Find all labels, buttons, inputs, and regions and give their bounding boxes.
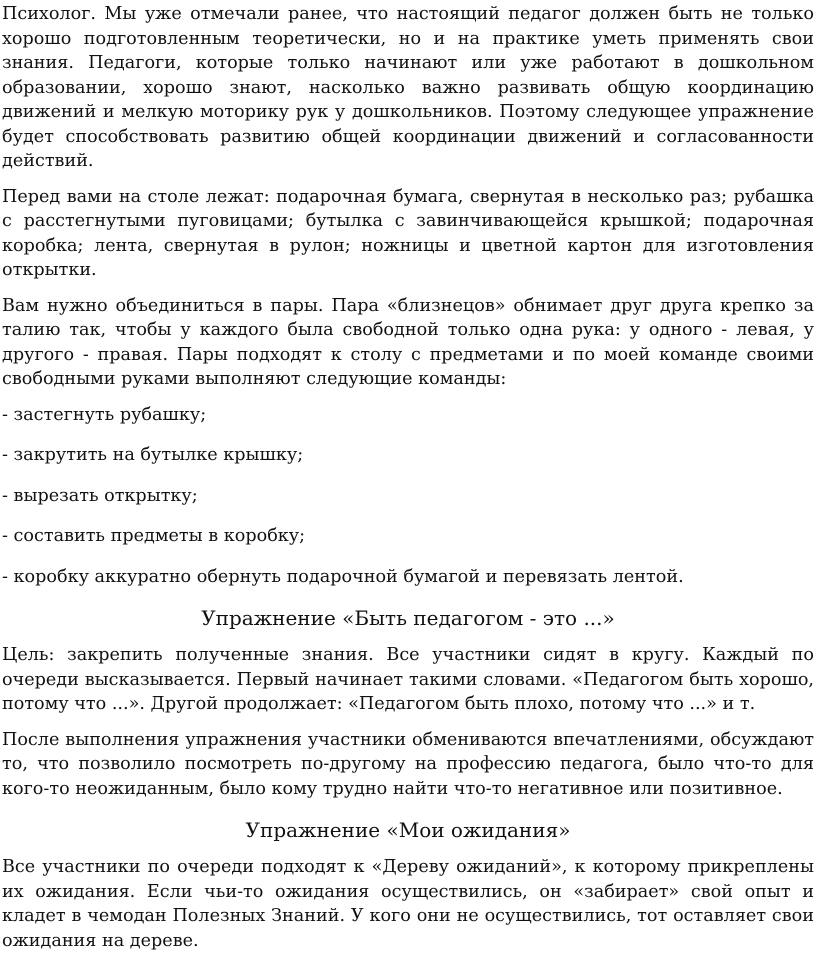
command-item-1: - застегнуть рубашку; — [2, 404, 207, 425]
intro-paragraph-1: Психолог. Мы уже отмечали ранее, что настоящий педагог должен быть не только хорошо подготовленным теоретически, но и на практике уметь применять свои знания. Педагоги, которые только начинают или уже работают в дошкольном образовании, хорошо знают, насколько важно развивать общую координацию движений и мелкую моторику рук у дошкольников. Поэтому следующее упражнение будет способствовать развитию общей координации движений и согласованности действий. — [2, 4, 814, 171]
section1-paragraph-2: После выполнения упражнения участники обмениваются впечатлениями, обсуждают то, что позволило посмотреть по-другому на профессию педагога, было что-то для кого-то неожиданным, было кому трудно найти что-то негативное или позитивное. — [2, 729, 814, 799]
command-item-5: - коробку аккуратно обернуть подарочной бумагой и перевязать лентой. — [2, 566, 684, 587]
section2-paragraph-1: Все участники по очереди подходят к «Дереву ожиданий», к которому прикреплены их ожидания. Если чьи-то ожидания осуществились, он «забирает» свой опыт и кладет в чемодан Полезных Знаний. У кого они не осуществились, тот оставляет свои ожидания на дереве. — [2, 857, 814, 951]
section-heading-my-expectations: Упражнение «Мои ожидания» — [245, 818, 571, 842]
section-heading-be-teacher: Упражнение «Быть педагогом - это ...» — [201, 606, 615, 630]
command-item-3: - вырезать открытку; — [2, 485, 198, 506]
intro-paragraph-3: Вам нужно объединиться в пары. Пара «близнецов» обнимает друг друга крепко за талию так, чтобы у каждого была свободной только одна рука: у одного - левая, у другого - правая. Пары подходят к столу с предметами и по моей команде своими свободными руками выполняют следующие команды: — [2, 295, 814, 389]
section1-paragraph-1: Цель: закрепить полученные знания. Все участники сидят в кругу. Каждый по очереди высказывается. Первый начинает такими словами. «Педагогом быть хорошо, потому что ...». Другой продолжает: «Педагогом быть плохо, потому что ...» и т. — [2, 645, 814, 714]
intro-paragraph-2: Перед вами на столе лежат: подарочная бумага, свернутая в несколько раз; рубашка с расстегнутыми пуговицами; бутылка с завинчивающейся крышкой; подарочная коробка; лента, свернутая в рулон; ножницы и цветной картон для изготовления открытки. — [2, 186, 814, 280]
command-item-2: - закрутить на бутылке крышку; — [2, 445, 304, 465]
command-item-4: - составить предметы в коробку; — [2, 526, 306, 546]
